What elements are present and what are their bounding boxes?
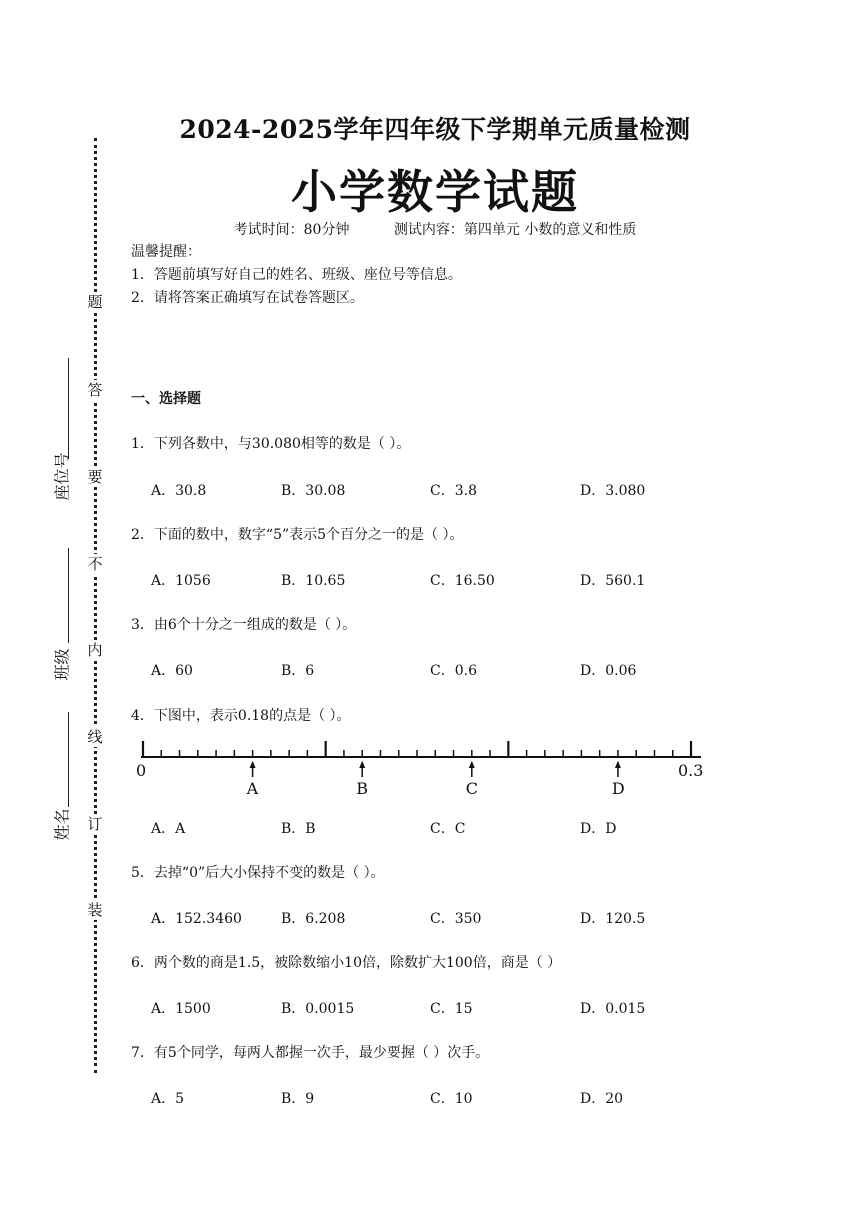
option-d[interactable]: D．0.015 (580, 1001, 646, 1017)
option-a[interactable]: A．5 (151, 1091, 185, 1107)
exam-title: 2024-2025学年四年级下学期单元质量检测 (179, 115, 691, 144)
binding-char: 不 (87, 555, 103, 573)
question-5: 5．去掉“0”后大小保持不变的数是（ ）。 (131, 865, 385, 881)
option-b[interactable]: B．6.208 (281, 911, 346, 927)
option-c[interactable]: C．350 (430, 911, 482, 927)
option-b[interactable]: B．10.65 (281, 573, 346, 589)
option-b[interactable]: B．30.08 (281, 483, 346, 499)
binding-dotted-line (94, 138, 97, 1073)
class-label: 班级 (52, 648, 72, 681)
section-title: 一、选择题 (131, 391, 201, 407)
option-a[interactable]: A．152.3460 (151, 911, 242, 927)
point-label: A (246, 779, 259, 798)
class-field[interactable] (48, 548, 74, 688)
option-c[interactable]: C．10 (430, 1091, 473, 1107)
seat-number-field[interactable] (48, 358, 74, 518)
option-a[interactable]: A．A (151, 821, 186, 837)
question-4: 4．下图中，表示0.18的点是（ ）。 (131, 708, 351, 724)
point-arrow-head (469, 761, 475, 768)
option-c[interactable]: C．0.6 (430, 663, 477, 679)
point-arrow-head (250, 761, 256, 768)
question-7: 7．有5个同学，每两人都握一次手，最少要握（ ）次手。 (131, 1045, 490, 1061)
reminder-heading: 温馨提醒： (131, 244, 201, 260)
point-label: C (465, 779, 479, 798)
exam-meta (150, 219, 720, 239)
number-line-end-label: 0.3 (678, 761, 704, 780)
option-d[interactable]: D．120.5 (580, 911, 646, 927)
option-d[interactable]: D．560.1 (580, 573, 646, 589)
option-b[interactable]: B．6 (281, 663, 315, 679)
option-c[interactable]: C．15 (430, 1001, 473, 1017)
binding-char: 线 (87, 728, 103, 746)
point-label: D (611, 779, 625, 798)
option-b[interactable]: B．9 (281, 1091, 315, 1107)
question-1: 1．下列各数中，与30.080相等的数是（ ）。 (131, 436, 411, 452)
exam-subject-title: 小学数学试题 (291, 165, 579, 219)
exam-content: 测试内容：第四单元 小数的意义和性质 (393, 222, 637, 238)
reminder-item: 1．答题前填写好自己的姓名、班级、座位号等信息。 (131, 267, 462, 283)
exam-time: 考试时间：80分钟 (233, 222, 350, 238)
binding-char: 要 (87, 468, 103, 486)
question-6: 6．两个数的商是1.5，被除数缩小10倍，除数扩大100倍，商是（ ） (131, 955, 562, 971)
number-line-figure (128, 733, 718, 803)
binding-char: 内 (87, 641, 103, 659)
option-b[interactable]: B．0.0015 (281, 1001, 355, 1017)
point-label: B (356, 779, 368, 798)
option-d[interactable]: D．0.06 (580, 663, 637, 679)
point-arrow-head (615, 761, 621, 768)
binding-char: 题 (87, 293, 103, 311)
option-a[interactable]: A．1056 (151, 573, 211, 589)
option-a[interactable]: A．30.8 (151, 483, 207, 499)
option-c[interactable]: C．3.8 (430, 483, 477, 499)
name-field[interactable] (48, 712, 74, 847)
option-a[interactable]: A．60 (151, 663, 193, 679)
seat-number-label: 座位号 (52, 452, 72, 501)
binding-char: 订 (87, 815, 103, 833)
option-b[interactable]: B．B (281, 821, 316, 837)
option-a[interactable]: A．1500 (151, 1001, 211, 1017)
reminder-item: 2．请将答案正确填写在试卷答题区。 (131, 290, 364, 306)
point-arrow-head (359, 761, 365, 768)
option-d[interactable]: D．20 (580, 1091, 624, 1107)
question-3: 3．由6个十分之一组成的数是（ ）。 (131, 617, 357, 633)
binding-char: 答 (87, 381, 103, 399)
number-line (128, 733, 718, 803)
option-d[interactable]: D．D (580, 821, 617, 837)
number-line-start-label: 0 (136, 761, 147, 780)
binding-char: 装 (87, 901, 103, 919)
reminder (131, 241, 462, 310)
option-c[interactable]: C．C (430, 821, 466, 837)
question-2: 2．下面的数中，数字“5”表示5个百分之一的是（ ）。 (131, 527, 464, 543)
option-d[interactable]: D．3.080 (580, 483, 646, 499)
name-label: 姓名 (52, 808, 72, 841)
option-c[interactable]: C．16.50 (430, 573, 495, 589)
